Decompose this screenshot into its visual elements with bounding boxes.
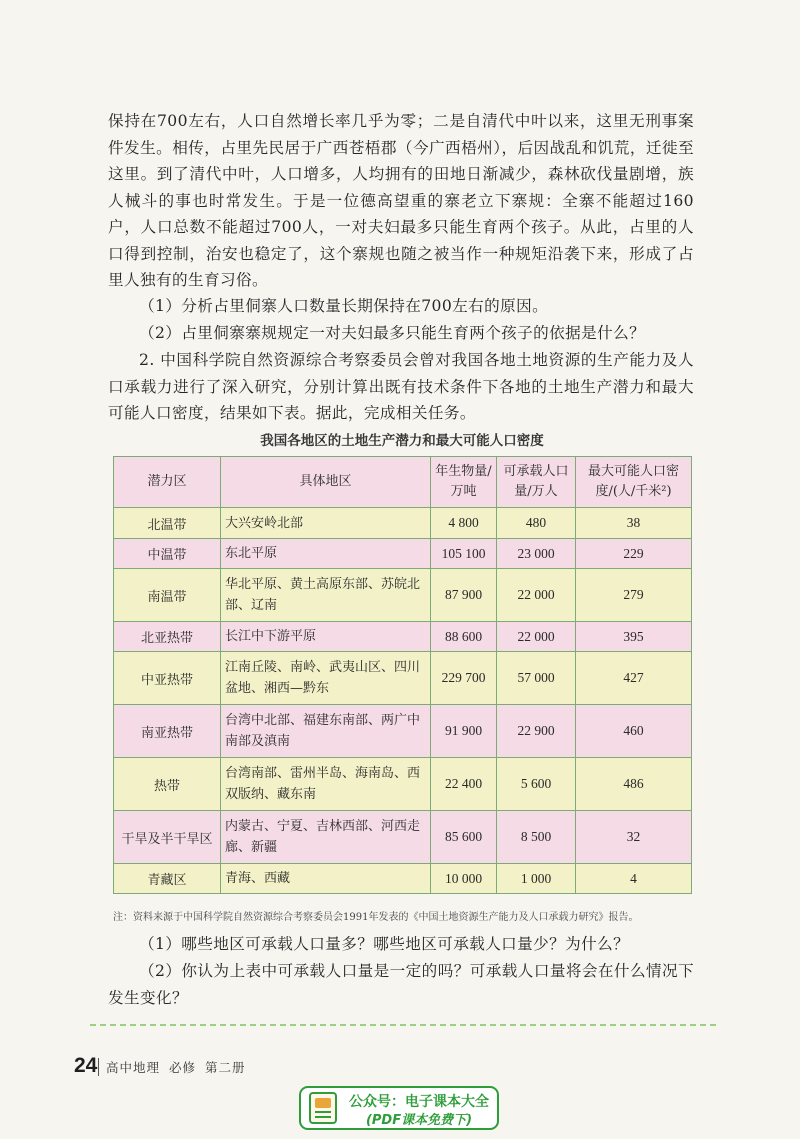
capacity-cell: 57 000: [497, 652, 576, 705]
area-cell: 内蒙古、宁夏、吉林西部、河西走廊、新疆: [221, 811, 431, 864]
zone-cell: 南温带: [114, 569, 221, 622]
footer-divider: [98, 1058, 99, 1076]
density-cell: 4: [576, 864, 692, 894]
density-cell: 32: [576, 811, 692, 864]
biomass-cell: 88 600: [431, 622, 497, 652]
zone-cell: 北亚热带: [114, 622, 221, 652]
area-cell: 大兴安岭北部: [221, 508, 431, 539]
question-1-2: （2）占里侗寨寨规规定一对夫妇最多只能生育两个孩子的依据是什么？: [139, 324, 646, 342]
header-cell: 最大可能人口密度/(人/千米²): [576, 457, 692, 508]
biomass-cell: 87 900: [431, 569, 497, 622]
table-row: [114, 652, 692, 705]
intro-paragraph: 保持在700左右，人口自然增长率几乎为零；二是自清代中叶以来，这里无刑事案件发生。相传，占里先民居于广西苍梧郡（今广西梧州），后因战乱和饥荒，迁徙至这里。到了清代中叶，人口增多，人均拥有的田地日渐减少，森林砍伐量剧增，族人械斗的事也时常发生。于是一位德高望重的寨老立下寨规：全寨不能超过160户，人口总数不能超过700人，一对夫妇最多只能生育两个孩子。从此，占里的人口得到控制，治安也稳定了，这个寨规也随之被当作一种规矩沿袭下来，形成了占里人独有的生育习俗。: [108, 112, 694, 289]
density-cell: 38: [576, 508, 692, 539]
capacity-cell: 22 900: [497, 705, 576, 758]
zone-cell: 青藏区: [114, 864, 221, 894]
area-cell: 江南丘陵、南岭、武夷山区、四川盆地、湘西—黔东: [221, 652, 431, 705]
watermark-line-1: 公众号：电子课本大全: [349, 1094, 489, 1110]
area-cell: 青海、西藏: [221, 864, 431, 894]
density-cell: 279: [576, 569, 692, 622]
population-density-table: [113, 456, 692, 894]
table-row: [114, 758, 692, 811]
area-cell: 长江中下游平原: [221, 622, 431, 652]
book-title: 高中地理 必修 第二册: [106, 1060, 246, 1075]
biomass-cell: 85 600: [431, 811, 497, 864]
question-1-1: （1）分析占里侗寨人口数量长期保持在700左右的原因。: [139, 297, 549, 315]
biomass-cell: 105 100: [431, 539, 497, 569]
table-note: 注：资料来源于中国科学院自然资源综合考察委员会1991年发表的《中国土地资源生产能力及人口承载力研究》报告。: [113, 912, 639, 923]
table-row: [114, 508, 692, 539]
biomass-cell: 22 400: [431, 758, 497, 811]
capacity-cell: 1 000: [497, 864, 576, 894]
biomass-cell: 4 800: [431, 508, 497, 539]
table-row: [114, 539, 692, 569]
question-2-2: （2）你认为上表中可承载人口量是一定的吗？可承载人口量将会在什么情况下发生变化？: [108, 962, 694, 1007]
density-cell: 460: [576, 705, 692, 758]
page-number: 24: [74, 1054, 98, 1077]
area-cell: 台湾南部、雷州半岛、海南岛、西双版纳、藏东南: [221, 758, 431, 811]
watermark-line-2: (PDF课本免费下): [365, 1113, 473, 1128]
table-title: 我国各地区的土地生产潜力和最大可能人口密度: [260, 433, 544, 449]
capacity-cell: 22 000: [497, 569, 576, 622]
density-cell: 427: [576, 652, 692, 705]
watermark-badge: [299, 1086, 499, 1130]
zone-cell: 北温带: [114, 508, 221, 539]
task-2-paragraph: 2. 中国科学院自然资源综合考察委员会曾对我国各地土地资源的生产能力及人口承载力进行了深入研究，分别计算出既有技术条件下各地的土地生产潜力和最大可能人口密度，结果如下表。据此，完成相关任务。: [108, 351, 694, 422]
table-row: [114, 811, 692, 864]
density-cell: 229: [576, 539, 692, 569]
capacity-cell: 22 000: [497, 622, 576, 652]
density-cell: 395: [576, 622, 692, 652]
zone-cell: 热带: [114, 758, 221, 811]
table-row: [114, 864, 692, 894]
area-cell: 华北平原、黄土高原东部、苏皖北部、辽南: [221, 569, 431, 622]
zone-cell: 干旱及半干旱区: [114, 811, 221, 864]
capacity-cell: 480: [497, 508, 576, 539]
area-cell: 东北平原: [221, 539, 431, 569]
header-cell: 可承载人口量/万人: [497, 457, 576, 508]
table-header-row: [114, 457, 692, 508]
biomass-cell: 10 000: [431, 864, 497, 894]
question-2-1: （1）哪些地区可承载人口量多？哪些地区可承载人口量少？为什么？: [139, 935, 630, 953]
header-cell: 年生物量/万吨: [431, 457, 497, 508]
capacity-cell: 8 500: [497, 811, 576, 864]
ebook-icon: [309, 1092, 337, 1124]
table-row: [114, 569, 692, 622]
biomass-cell: 91 900: [431, 705, 497, 758]
biomass-cell: 229 700: [431, 652, 497, 705]
zone-cell: 中亚热带: [114, 652, 221, 705]
area-cell: 台湾中北部、福建东南部、两广中南部及滇南: [221, 705, 431, 758]
section-divider: [90, 1024, 716, 1026]
zone-cell: 南亚热带: [114, 705, 221, 758]
density-cell: 486: [576, 758, 692, 811]
header-cell: 具体地区: [221, 457, 431, 508]
table-row: [114, 622, 692, 652]
table-row: [114, 705, 692, 758]
capacity-cell: 5 600: [497, 758, 576, 811]
header-cell: 潜力区: [114, 457, 221, 508]
zone-cell: 中温带: [114, 539, 221, 569]
capacity-cell: 23 000: [497, 539, 576, 569]
